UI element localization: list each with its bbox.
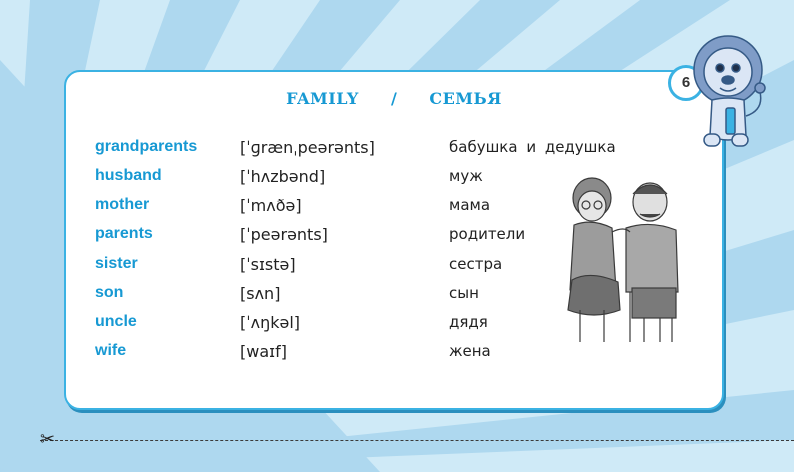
english-word: son xyxy=(95,284,124,301)
transcription: [ˈhʌzbənd] xyxy=(240,167,326,186)
lion-mascot-illustration xyxy=(686,30,776,158)
page-number-badge: 6 xyxy=(668,65,704,101)
page-title xyxy=(64,89,724,108)
russian-translation: мама xyxy=(449,196,491,214)
russian-translation: сын xyxy=(449,284,479,302)
scissors-icon: ✂ xyxy=(40,429,56,450)
transcription: [ˈmʌðə] xyxy=(240,196,302,215)
russian-translation: дядя xyxy=(449,313,488,331)
english-word: mother xyxy=(95,196,150,213)
english-word: uncle xyxy=(95,313,137,330)
title-separator: / xyxy=(390,89,398,108)
transcription: [ˈʌŋkəl] xyxy=(240,313,301,332)
russian-translation: жена xyxy=(449,342,491,360)
english-word: wife xyxy=(95,342,127,359)
russian-translation: родители xyxy=(449,225,526,243)
russian-translation: бабушка и дедушка xyxy=(449,138,616,156)
transcription: [ˈɡrænˌpeərənts] xyxy=(240,138,375,157)
english-word: sister xyxy=(95,255,138,272)
elderly-couple-illustration xyxy=(560,170,690,345)
cut-line xyxy=(40,440,794,441)
title-russian: СЕМЬЯ xyxy=(429,89,502,108)
english-word: husband xyxy=(95,167,162,184)
transcription: [ˈsɪstə] xyxy=(240,255,296,274)
transcription: [waɪf] xyxy=(240,342,287,361)
transcription: [ˈpeərənts] xyxy=(240,225,328,244)
title-english: FAMILY xyxy=(286,89,359,108)
transcription: [sʌn] xyxy=(240,284,281,303)
english-word: parents xyxy=(95,225,153,242)
russian-translation: муж xyxy=(449,167,483,185)
english-word: grandparents xyxy=(95,138,198,155)
russian-translation: сестра xyxy=(449,255,503,273)
